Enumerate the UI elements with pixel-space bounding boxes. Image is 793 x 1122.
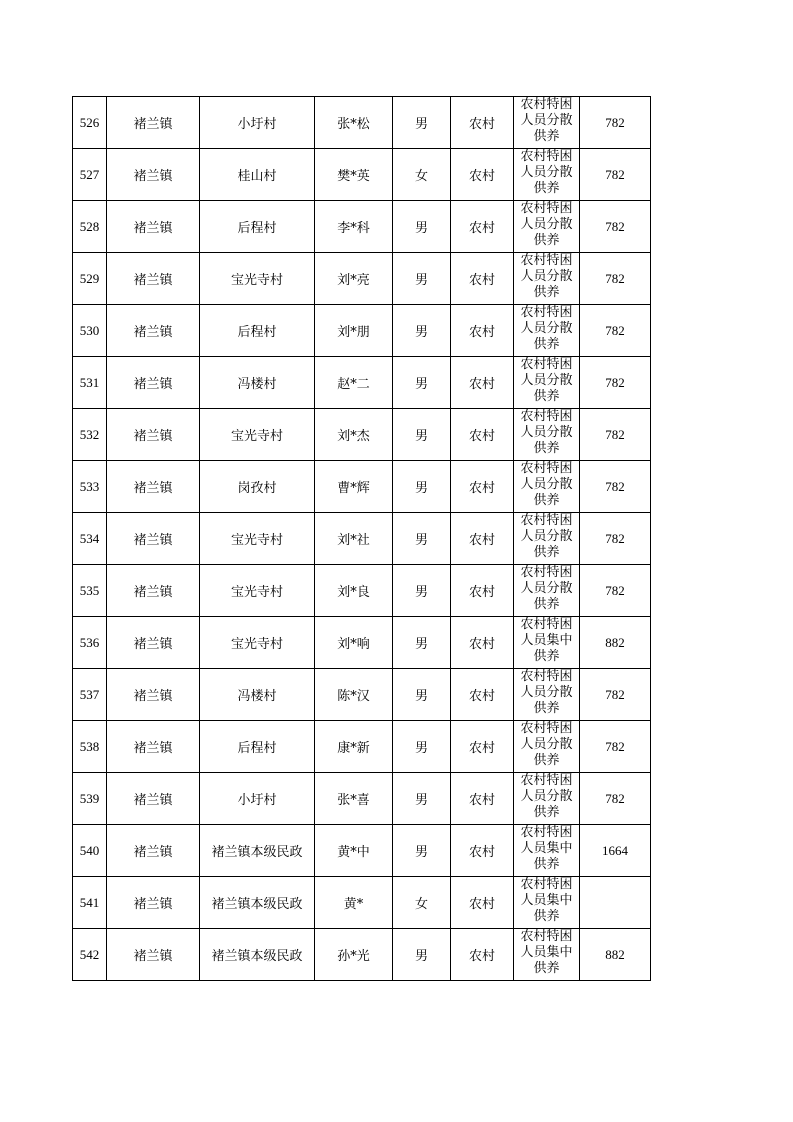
- support-type-text: 农村特困人员集中供养: [520, 617, 573, 664]
- support-type-text: 农村特困人员分散供养: [520, 461, 573, 508]
- row-number-cell: 536: [73, 617, 107, 669]
- town-cell: 褚兰镇: [107, 201, 200, 253]
- support-type-cell: [514, 149, 580, 201]
- amount-cell: 782: [580, 721, 651, 773]
- area-cell: 农村: [451, 461, 514, 513]
- gender-cell: 男: [393, 357, 451, 409]
- village-cell: 后程村: [200, 721, 315, 773]
- support-type-text: 农村特困人员分散供养: [520, 565, 573, 612]
- table-row: [73, 513, 651, 565]
- amount-cell: 782: [580, 357, 651, 409]
- village-cell: 宝光寺村: [200, 617, 315, 669]
- amount-cell: 782: [580, 149, 651, 201]
- amount-cell: 782: [580, 669, 651, 721]
- gender-cell: 男: [393, 253, 451, 305]
- table-row: [73, 149, 651, 201]
- area-cell: 农村: [451, 617, 514, 669]
- support-type-text: 农村特困人员分散供养: [520, 253, 573, 300]
- person-name-cell: 刘*社: [315, 513, 393, 565]
- amount-cell: 782: [580, 253, 651, 305]
- table-row: [73, 461, 651, 513]
- gender-cell: 男: [393, 825, 451, 877]
- row-number-cell: 528: [73, 201, 107, 253]
- town-cell: 褚兰镇: [107, 513, 200, 565]
- gender-cell: 男: [393, 617, 451, 669]
- village-cell: 宝光寺村: [200, 565, 315, 617]
- area-cell: 农村: [451, 409, 514, 461]
- support-type-text: 农村特困人员分散供养: [520, 305, 573, 352]
- support-type-cell: [514, 565, 580, 617]
- town-cell: 褚兰镇: [107, 721, 200, 773]
- village-cell: 后程村: [200, 305, 315, 357]
- gender-cell: 男: [393, 513, 451, 565]
- support-type-cell: [514, 513, 580, 565]
- amount-cell: 882: [580, 929, 651, 981]
- town-cell: 褚兰镇: [107, 773, 200, 825]
- person-name-cell: 赵*二: [315, 357, 393, 409]
- town-cell: 褚兰镇: [107, 877, 200, 929]
- person-name-cell: 刘*响: [315, 617, 393, 669]
- table-row: [73, 357, 651, 409]
- row-number-cell: 537: [73, 669, 107, 721]
- support-type-text: 农村特困人员分散供养: [520, 357, 573, 404]
- village-cell: 宝光寺村: [200, 253, 315, 305]
- table-row: [73, 409, 651, 461]
- support-type-cell: [514, 97, 580, 149]
- support-type-text: 农村特困人员分散供养: [520, 513, 573, 560]
- table-row: [73, 929, 651, 981]
- person-name-cell: 刘*朋: [315, 305, 393, 357]
- village-cell: 小圩村: [200, 773, 315, 825]
- amount-cell: 782: [580, 565, 651, 617]
- gender-cell: 女: [393, 149, 451, 201]
- area-cell: 农村: [451, 669, 514, 721]
- row-number-cell: 535: [73, 565, 107, 617]
- amount-cell: 1664: [580, 825, 651, 877]
- table-body: [73, 97, 651, 981]
- town-cell: 褚兰镇: [107, 825, 200, 877]
- person-name-cell: 陈*汉: [315, 669, 393, 721]
- gender-cell: 男: [393, 97, 451, 149]
- gender-cell: 男: [393, 201, 451, 253]
- village-cell: 冯楼村: [200, 357, 315, 409]
- village-cell: 宝光寺村: [200, 409, 315, 461]
- village-cell: 小圩村: [200, 97, 315, 149]
- table-row: [73, 877, 651, 929]
- support-type-cell: [514, 409, 580, 461]
- support-type-text: 农村特困人员分散供养: [520, 409, 573, 456]
- village-cell: 宝光寺村: [200, 513, 315, 565]
- amount-cell: 782: [580, 305, 651, 357]
- village-cell: 岗孜村: [200, 461, 315, 513]
- town-cell: 褚兰镇: [107, 305, 200, 357]
- support-type-text: 农村特困人员分散供养: [520, 669, 573, 716]
- town-cell: 褚兰镇: [107, 929, 200, 981]
- table-row: [73, 253, 651, 305]
- table-row: [73, 721, 651, 773]
- support-type-cell: [514, 773, 580, 825]
- support-type-text: 农村特困人员分散供养: [520, 97, 573, 144]
- area-cell: 农村: [451, 357, 514, 409]
- amount-cell: 782: [580, 461, 651, 513]
- gender-cell: 男: [393, 929, 451, 981]
- support-type-cell: [514, 877, 580, 929]
- row-number-cell: 532: [73, 409, 107, 461]
- support-type-cell: [514, 929, 580, 981]
- area-cell: 农村: [451, 721, 514, 773]
- support-type-text: 农村特困人员分散供养: [520, 201, 573, 248]
- support-type-cell: [514, 461, 580, 513]
- gender-cell: 男: [393, 669, 451, 721]
- village-cell: 冯楼村: [200, 669, 315, 721]
- amount-cell: 782: [580, 97, 651, 149]
- gender-cell: 男: [393, 721, 451, 773]
- row-number-cell: 538: [73, 721, 107, 773]
- town-cell: 褚兰镇: [107, 253, 200, 305]
- gender-cell: 男: [393, 773, 451, 825]
- town-cell: 褚兰镇: [107, 617, 200, 669]
- row-number-cell: 542: [73, 929, 107, 981]
- gender-cell: 女: [393, 877, 451, 929]
- amount-cell: 782: [580, 409, 651, 461]
- person-name-cell: 李*科: [315, 201, 393, 253]
- amount-cell: 882: [580, 617, 651, 669]
- town-cell: 褚兰镇: [107, 409, 200, 461]
- person-name-cell: 孙*光: [315, 929, 393, 981]
- person-name-cell: 曹*辉: [315, 461, 393, 513]
- gender-cell: 男: [393, 409, 451, 461]
- village-cell: 褚兰镇本级民政: [200, 929, 315, 981]
- row-number-cell: 529: [73, 253, 107, 305]
- support-type-cell: [514, 305, 580, 357]
- amount-cell: 782: [580, 513, 651, 565]
- table-row: [73, 565, 651, 617]
- support-type-text: 农村特困人员集中供养: [520, 929, 573, 976]
- person-name-cell: 黄*: [315, 877, 393, 929]
- row-number-cell: 526: [73, 97, 107, 149]
- row-number-cell: 540: [73, 825, 107, 877]
- area-cell: 农村: [451, 825, 514, 877]
- person-name-cell: 张*喜: [315, 773, 393, 825]
- person-name-cell: 刘*良: [315, 565, 393, 617]
- support-type-cell: [514, 825, 580, 877]
- table-row: [73, 201, 651, 253]
- row-number-cell: 530: [73, 305, 107, 357]
- support-type-cell: [514, 669, 580, 721]
- row-number-cell: 533: [73, 461, 107, 513]
- row-number-cell: 539: [73, 773, 107, 825]
- town-cell: 褚兰镇: [107, 669, 200, 721]
- table-row: [73, 97, 651, 149]
- table-row: [73, 305, 651, 357]
- gender-cell: 男: [393, 305, 451, 357]
- area-cell: 农村: [451, 201, 514, 253]
- village-cell: 桂山村: [200, 149, 315, 201]
- gender-cell: 男: [393, 565, 451, 617]
- town-cell: 褚兰镇: [107, 357, 200, 409]
- support-type-cell: [514, 721, 580, 773]
- area-cell: 农村: [451, 513, 514, 565]
- person-name-cell: 刘*杰: [315, 409, 393, 461]
- village-cell: 褚兰镇本级民政: [200, 877, 315, 929]
- table-row: [73, 617, 651, 669]
- amount-cell: 782: [580, 201, 651, 253]
- support-type-text: 农村特困人员集中供养: [520, 877, 573, 924]
- support-type-cell: [514, 357, 580, 409]
- area-cell: 农村: [451, 97, 514, 149]
- person-name-cell: 樊*英: [315, 149, 393, 201]
- person-name-cell: 张*松: [315, 97, 393, 149]
- amount-cell: 782: [580, 773, 651, 825]
- support-type-text: 农村特困人员分散供养: [520, 149, 573, 196]
- row-number-cell: 531: [73, 357, 107, 409]
- support-type-cell: [514, 617, 580, 669]
- area-cell: 农村: [451, 253, 514, 305]
- support-type-cell: [514, 253, 580, 305]
- support-type-text: 农村特困人员分散供养: [520, 773, 573, 820]
- village-cell: 褚兰镇本级民政: [200, 825, 315, 877]
- support-type-text: 农村特困人员集中供养: [520, 825, 573, 872]
- amount-cell: [580, 877, 651, 929]
- town-cell: 褚兰镇: [107, 97, 200, 149]
- area-cell: 农村: [451, 565, 514, 617]
- area-cell: 农村: [451, 149, 514, 201]
- person-name-cell: 黄*中: [315, 825, 393, 877]
- village-cell: 后程村: [200, 201, 315, 253]
- person-name-cell: 康*新: [315, 721, 393, 773]
- town-cell: 褚兰镇: [107, 149, 200, 201]
- area-cell: 农村: [451, 305, 514, 357]
- support-type-cell: [514, 201, 580, 253]
- town-cell: 褚兰镇: [107, 565, 200, 617]
- table-row: [73, 669, 651, 721]
- gender-cell: 男: [393, 461, 451, 513]
- table-row: [73, 825, 651, 877]
- table-row: [73, 773, 651, 825]
- area-cell: 农村: [451, 877, 514, 929]
- town-cell: 褚兰镇: [107, 461, 200, 513]
- relief-roster-table: [72, 96, 651, 981]
- area-cell: 农村: [451, 929, 514, 981]
- support-type-text: 农村特困人员分散供养: [520, 721, 573, 768]
- area-cell: 农村: [451, 773, 514, 825]
- row-number-cell: 527: [73, 149, 107, 201]
- person-name-cell: 刘*亮: [315, 253, 393, 305]
- row-number-cell: 541: [73, 877, 107, 929]
- row-number-cell: 534: [73, 513, 107, 565]
